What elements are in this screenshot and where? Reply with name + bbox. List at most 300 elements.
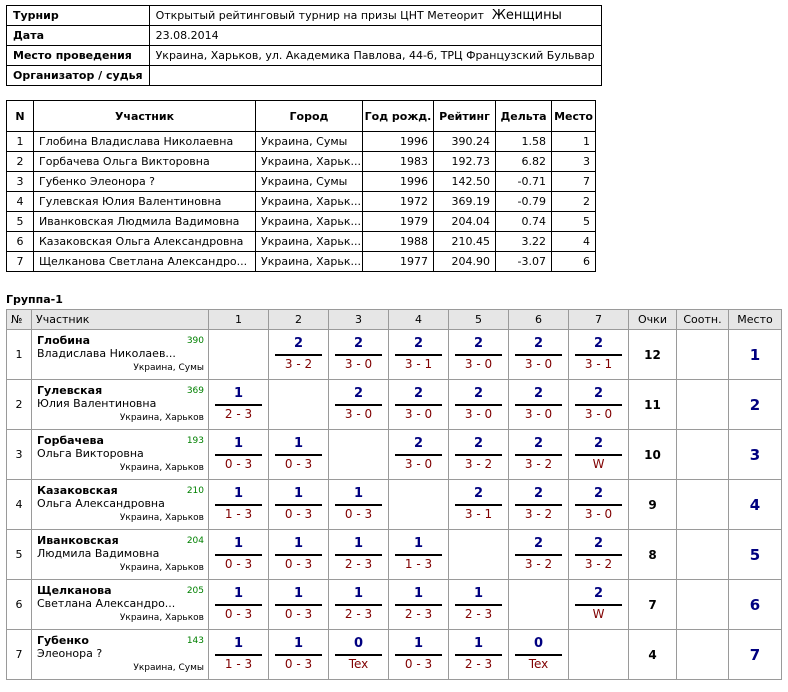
group-header-points: Очки — [629, 310, 677, 330]
row-number: 6 — [7, 232, 34, 252]
match-result-cell — [449, 630, 509, 680]
match-result — [209, 480, 268, 529]
match-points: 1 — [233, 386, 244, 401]
player-rating: 205 — [186, 586, 204, 596]
participant-delta: -0.79 — [496, 192, 552, 212]
player-surname: Казаковская — [37, 484, 118, 497]
match-result — [509, 530, 568, 579]
group-header-opponent-5: 5 — [449, 310, 509, 330]
group-header-player: Участник — [32, 310, 209, 330]
match-points: 2 — [293, 336, 304, 351]
match-result — [329, 330, 388, 379]
match-result-cell — [209, 530, 269, 580]
match-result-cell — [269, 480, 329, 530]
self-match-cell — [569, 630, 629, 680]
match-score: 2 - 3 — [224, 407, 253, 421]
participant-place: 1 — [552, 132, 596, 152]
self-match-cell — [209, 330, 269, 380]
col-header-delta: Дельта — [496, 101, 552, 132]
group-row-number: 7 — [7, 630, 32, 680]
match-score: 2 - 3 — [404, 607, 433, 621]
participant-birth-year: 1979 — [363, 212, 434, 232]
match-score: 2 - 3 — [344, 557, 373, 571]
match-result-cell — [269, 430, 329, 480]
player-rating: 369 — [186, 386, 204, 396]
self-match-cell — [329, 430, 389, 480]
match-points: 1 — [233, 636, 244, 651]
participant-name: Щелканова Светлана Александро... — [34, 252, 256, 272]
ratio-cell — [677, 330, 729, 380]
tournament-info-table — [6, 5, 602, 86]
match-score: 0 - 3 — [224, 557, 253, 571]
participant-row — [7, 132, 596, 152]
group-title: Группа-1 — [6, 293, 63, 306]
result-divider — [515, 454, 562, 456]
group-header-row — [7, 310, 782, 330]
participant-row — [7, 152, 596, 172]
group-header-opponent-1: 1 — [209, 310, 269, 330]
match-result-cell — [269, 330, 329, 380]
result-divider — [335, 554, 382, 556]
result-divider — [515, 354, 562, 356]
total-points: 9 — [629, 480, 677, 530]
organizer-value — [149, 66, 601, 86]
result-divider — [215, 554, 262, 556]
group-player-cell — [32, 430, 209, 480]
player-surname: Иванковская — [37, 534, 119, 547]
final-place: 3 — [729, 430, 782, 480]
total-points: 7 — [629, 580, 677, 630]
match-points: 0 — [353, 636, 364, 651]
match-points: 2 — [533, 386, 544, 401]
participant-row — [7, 192, 596, 212]
result-divider — [515, 554, 562, 556]
group-row — [7, 380, 782, 430]
match-result-cell — [389, 630, 449, 680]
final-place: 4 — [729, 480, 782, 530]
group-row-number: 3 — [7, 430, 32, 480]
participant-name: Губенко Элеонора ? — [34, 172, 256, 192]
group-player-cell — [32, 380, 209, 430]
result-divider — [455, 654, 502, 656]
match-score: 0 - 3 — [404, 657, 433, 671]
match-points: 2 — [593, 486, 604, 501]
ratio-cell — [677, 380, 729, 430]
match-result-cell — [389, 430, 449, 480]
match-result-cell — [449, 480, 509, 530]
participant-name: Горбачева Ольга Викторовна — [34, 152, 256, 172]
match-score: W — [592, 607, 605, 621]
group-row — [7, 630, 782, 680]
match-points: 2 — [533, 536, 544, 551]
row-number: 1 — [7, 132, 34, 152]
participant-name: Глобина Владислава Николаевна — [34, 132, 256, 152]
result-divider — [455, 604, 502, 606]
participant-delta: -0.71 — [496, 172, 552, 192]
player-rating: 390 — [186, 336, 204, 346]
match-points: 1 — [293, 486, 304, 501]
match-score: 2 - 3 — [464, 657, 493, 671]
participant-row — [7, 252, 596, 272]
match-result — [449, 580, 508, 629]
result-divider — [395, 354, 442, 356]
match-result-cell — [569, 530, 629, 580]
player-surname: Щелканова — [37, 584, 112, 597]
match-result — [509, 630, 568, 679]
ratio-cell — [677, 480, 729, 530]
match-points: 1 — [293, 586, 304, 601]
group-header-opponent-3: 3 — [329, 310, 389, 330]
participant-city: Украина, Харьк... — [256, 192, 363, 212]
group-row-number: 1 — [7, 330, 32, 380]
participant-place: 3 — [552, 152, 596, 172]
match-points: 1 — [353, 486, 364, 501]
match-points: 2 — [473, 386, 484, 401]
match-result-cell — [329, 580, 389, 630]
match-result-cell — [509, 630, 569, 680]
player-surname: Глобина — [37, 334, 91, 347]
match-result — [389, 580, 448, 629]
player-first-name: Людмила Вадимовна — [37, 547, 160, 560]
match-result — [209, 580, 268, 629]
total-points: 4 — [629, 630, 677, 680]
result-divider — [575, 554, 622, 556]
self-match-cell — [389, 480, 449, 530]
result-divider — [575, 504, 622, 506]
row-number: 2 — [7, 152, 34, 172]
match-points: 2 — [593, 386, 604, 401]
participant-name: Иванковская Людмила Вадимовна — [34, 212, 256, 232]
group-row — [7, 580, 782, 630]
row-number: 7 — [7, 252, 34, 272]
group-header-opponent-4: 4 — [389, 310, 449, 330]
player-first-name: Юлия Валентиновна — [37, 397, 157, 410]
date-label: Дата — [7, 26, 150, 46]
result-divider — [275, 354, 322, 356]
match-result — [269, 530, 328, 579]
match-result — [209, 430, 268, 479]
result-divider — [575, 404, 622, 406]
participant-place: 5 — [552, 212, 596, 232]
result-divider — [395, 654, 442, 656]
final-place: 1 — [729, 330, 782, 380]
group-player-cell — [32, 480, 209, 530]
player-city: Украина, Харьков — [119, 563, 204, 573]
match-result-cell — [209, 580, 269, 630]
match-score: 3 - 0 — [524, 357, 553, 371]
col-header-n: N — [7, 101, 34, 132]
group-row — [7, 480, 782, 530]
match-result — [569, 480, 628, 529]
group-header-place: Место — [729, 310, 782, 330]
group-header-opponent-6: 6 — [509, 310, 569, 330]
group-row — [7, 530, 782, 580]
group-player-cell — [32, 330, 209, 380]
participant-delta: 1.58 — [496, 132, 552, 152]
group-row-number: 6 — [7, 580, 32, 630]
match-score: Tex — [528, 657, 549, 671]
match-points: 2 — [593, 436, 604, 451]
participant-birth-year: 1996 — [363, 172, 434, 192]
match-result-cell — [329, 330, 389, 380]
match-result-cell — [329, 380, 389, 430]
player-surname: Гулевская — [37, 384, 103, 397]
info-row-organizer — [7, 66, 602, 86]
player-rating: 193 — [186, 436, 204, 446]
participant-delta: 6.82 — [496, 152, 552, 172]
match-result — [509, 430, 568, 479]
match-score: 0 - 3 — [284, 457, 313, 471]
match-result-cell — [509, 530, 569, 580]
player-rating: 204 — [186, 536, 204, 546]
ratio-cell — [677, 630, 729, 680]
match-result — [509, 480, 568, 529]
match-result-cell — [509, 330, 569, 380]
result-divider — [335, 504, 382, 506]
match-score: 3 - 1 — [584, 357, 613, 371]
match-points: 1 — [413, 636, 424, 651]
venue-label: Место проведения — [7, 46, 150, 66]
self-match-cell — [509, 580, 569, 630]
participant-city: Украина, Сумы — [256, 132, 363, 152]
total-points: 12 — [629, 330, 677, 380]
match-points: 1 — [233, 436, 244, 451]
match-score: 1 - 3 — [404, 557, 433, 571]
match-score: 3 - 0 — [524, 407, 553, 421]
match-result-cell — [449, 380, 509, 430]
player-city: Украина, Харьков — [119, 513, 204, 523]
match-points: 2 — [353, 336, 364, 351]
match-result-cell — [449, 330, 509, 380]
participant-place: 7 — [552, 172, 596, 192]
match-result — [569, 530, 628, 579]
result-divider — [455, 454, 502, 456]
match-points: 1 — [473, 636, 484, 651]
participants-header-row — [7, 101, 596, 132]
group-results-table — [6, 309, 782, 680]
match-result-cell — [569, 430, 629, 480]
match-points: 1 — [353, 536, 364, 551]
match-points: 1 — [473, 586, 484, 601]
participant-city: Украина, Харьк... — [256, 232, 363, 252]
player-rating: 143 — [186, 636, 204, 646]
player-city: Украина, Харьков — [119, 463, 204, 473]
match-result — [329, 530, 388, 579]
match-score: 0 - 3 — [284, 557, 313, 571]
group-player-cell — [32, 630, 209, 680]
result-divider — [275, 504, 322, 506]
match-result-cell — [389, 330, 449, 380]
match-result — [329, 580, 388, 629]
gender-category: Женщины — [491, 8, 562, 23]
result-divider — [395, 454, 442, 456]
match-points: 2 — [473, 336, 484, 351]
participant-birth-year: 1988 — [363, 232, 434, 252]
result-divider — [455, 504, 502, 506]
participant-place: 4 — [552, 232, 596, 252]
group-row — [7, 430, 782, 480]
result-divider — [215, 654, 262, 656]
participant-birth-year: 1996 — [363, 132, 434, 152]
match-points: 1 — [293, 436, 304, 451]
participant-delta: 3.22 — [496, 232, 552, 252]
match-points: 1 — [413, 586, 424, 601]
match-score: 3 - 0 — [584, 407, 613, 421]
match-score: 0 - 3 — [284, 657, 313, 671]
col-header-place: Место — [552, 101, 596, 132]
result-divider — [275, 554, 322, 556]
match-points: 2 — [593, 336, 604, 351]
match-points: 1 — [233, 486, 244, 501]
ratio-cell — [677, 530, 729, 580]
match-result — [209, 530, 268, 579]
match-score: 0 - 3 — [224, 607, 253, 621]
match-result — [569, 580, 628, 629]
match-score: 2 - 3 — [464, 607, 493, 621]
match-score: W — [592, 457, 605, 471]
match-result — [269, 330, 328, 379]
tournament-name: Открытый рейтинговый турнир на призы ЦНТ Метеорит — [155, 9, 484, 22]
result-divider — [395, 554, 442, 556]
match-result — [509, 380, 568, 429]
col-header-rating: Рейтинг — [434, 101, 496, 132]
participant-birth-year: 1972 — [363, 192, 434, 212]
participant-delta: -3.07 — [496, 252, 552, 272]
match-score: 3 - 2 — [584, 557, 613, 571]
player-first-name: Светлана Александро... — [37, 597, 176, 610]
match-result — [449, 630, 508, 679]
result-divider — [575, 354, 622, 356]
match-result-cell — [209, 630, 269, 680]
match-points: 1 — [293, 536, 304, 551]
match-points: 1 — [233, 586, 244, 601]
organizer-label: Организатор / судья — [7, 66, 150, 86]
match-points: 1 — [233, 536, 244, 551]
match-score: 3 - 0 — [344, 407, 373, 421]
participant-rating: 210.45 — [434, 232, 496, 252]
match-result — [269, 430, 328, 479]
match-result-cell — [509, 430, 569, 480]
match-score: 3 - 1 — [404, 357, 433, 371]
result-divider — [515, 504, 562, 506]
player-city: Украина, Сумы — [133, 663, 204, 673]
participant-rating: 192.73 — [434, 152, 496, 172]
match-result-cell — [209, 430, 269, 480]
participants-table — [6, 100, 596, 272]
match-result — [449, 380, 508, 429]
match-score: 3 - 0 — [344, 357, 373, 371]
group-header-opponent-2: 2 — [269, 310, 329, 330]
match-result — [449, 480, 508, 529]
result-divider — [215, 604, 262, 606]
player-first-name: Ольга Александровна — [37, 497, 165, 510]
row-number: 5 — [7, 212, 34, 232]
participant-row — [7, 232, 596, 252]
group-row — [7, 330, 782, 380]
group-player-cell — [32, 580, 209, 630]
match-points: 2 — [353, 386, 364, 401]
self-match-cell — [269, 380, 329, 430]
match-score: 3 - 0 — [404, 457, 433, 471]
group-player-cell — [32, 530, 209, 580]
match-score: 3 - 2 — [284, 357, 313, 371]
info-row-venue — [7, 46, 602, 66]
final-place: 7 — [729, 630, 782, 680]
group-header-opponent-7: 7 — [569, 310, 629, 330]
match-score: 3 - 0 — [584, 507, 613, 521]
result-divider — [395, 604, 442, 606]
match-score: 1 - 3 — [224, 657, 253, 671]
self-match-cell — [449, 530, 509, 580]
match-result — [209, 380, 268, 429]
match-score: 3 - 2 — [524, 557, 553, 571]
match-score: 3 - 0 — [464, 357, 493, 371]
result-divider — [395, 404, 442, 406]
participant-row — [7, 172, 596, 192]
player-city: Украина, Харьков — [119, 613, 204, 623]
match-result — [569, 330, 628, 379]
participant-rating: 204.90 — [434, 252, 496, 272]
participant-place: 2 — [552, 192, 596, 212]
col-header-birth-year: Год рожд. — [363, 101, 434, 132]
match-score: 3 - 0 — [404, 407, 433, 421]
participant-place: 6 — [552, 252, 596, 272]
row-number: 3 — [7, 172, 34, 192]
match-result — [389, 330, 448, 379]
player-surname: Горбачева — [37, 434, 104, 447]
result-divider — [275, 604, 322, 606]
match-result — [329, 630, 388, 679]
col-header-city: Город — [256, 101, 363, 132]
group-header-ratio: Соотн. — [677, 310, 729, 330]
match-points: 2 — [473, 436, 484, 451]
result-divider — [515, 654, 562, 656]
match-result-cell — [509, 380, 569, 430]
participant-rating: 369.19 — [434, 192, 496, 212]
match-score: 0 - 3 — [224, 457, 253, 471]
match-points: 2 — [593, 536, 604, 551]
result-divider — [215, 454, 262, 456]
match-points: 2 — [593, 586, 604, 601]
match-result-cell — [389, 580, 449, 630]
match-points: 0 — [533, 636, 544, 651]
match-result-cell — [209, 380, 269, 430]
match-result — [329, 480, 388, 529]
total-points: 11 — [629, 380, 677, 430]
match-result-cell — [329, 630, 389, 680]
match-score: 3 - 1 — [464, 507, 493, 521]
player-first-name: Ольга Викторовна — [37, 447, 144, 460]
match-result-cell — [449, 430, 509, 480]
result-divider — [335, 404, 382, 406]
match-points: 2 — [473, 486, 484, 501]
final-place: 2 — [729, 380, 782, 430]
match-result-cell — [509, 480, 569, 530]
participant-rating: 204.04 — [434, 212, 496, 232]
match-result — [329, 380, 388, 429]
result-divider — [575, 604, 622, 606]
player-surname: Губенко — [37, 634, 89, 647]
match-result — [569, 430, 628, 479]
participant-row — [7, 212, 596, 232]
match-result — [449, 330, 508, 379]
match-score: 3 - 2 — [524, 507, 553, 521]
match-points: 2 — [533, 336, 544, 351]
result-divider — [335, 654, 382, 656]
match-score: 3 - 0 — [464, 407, 493, 421]
match-score: 3 - 2 — [524, 457, 553, 471]
final-place: 5 — [729, 530, 782, 580]
